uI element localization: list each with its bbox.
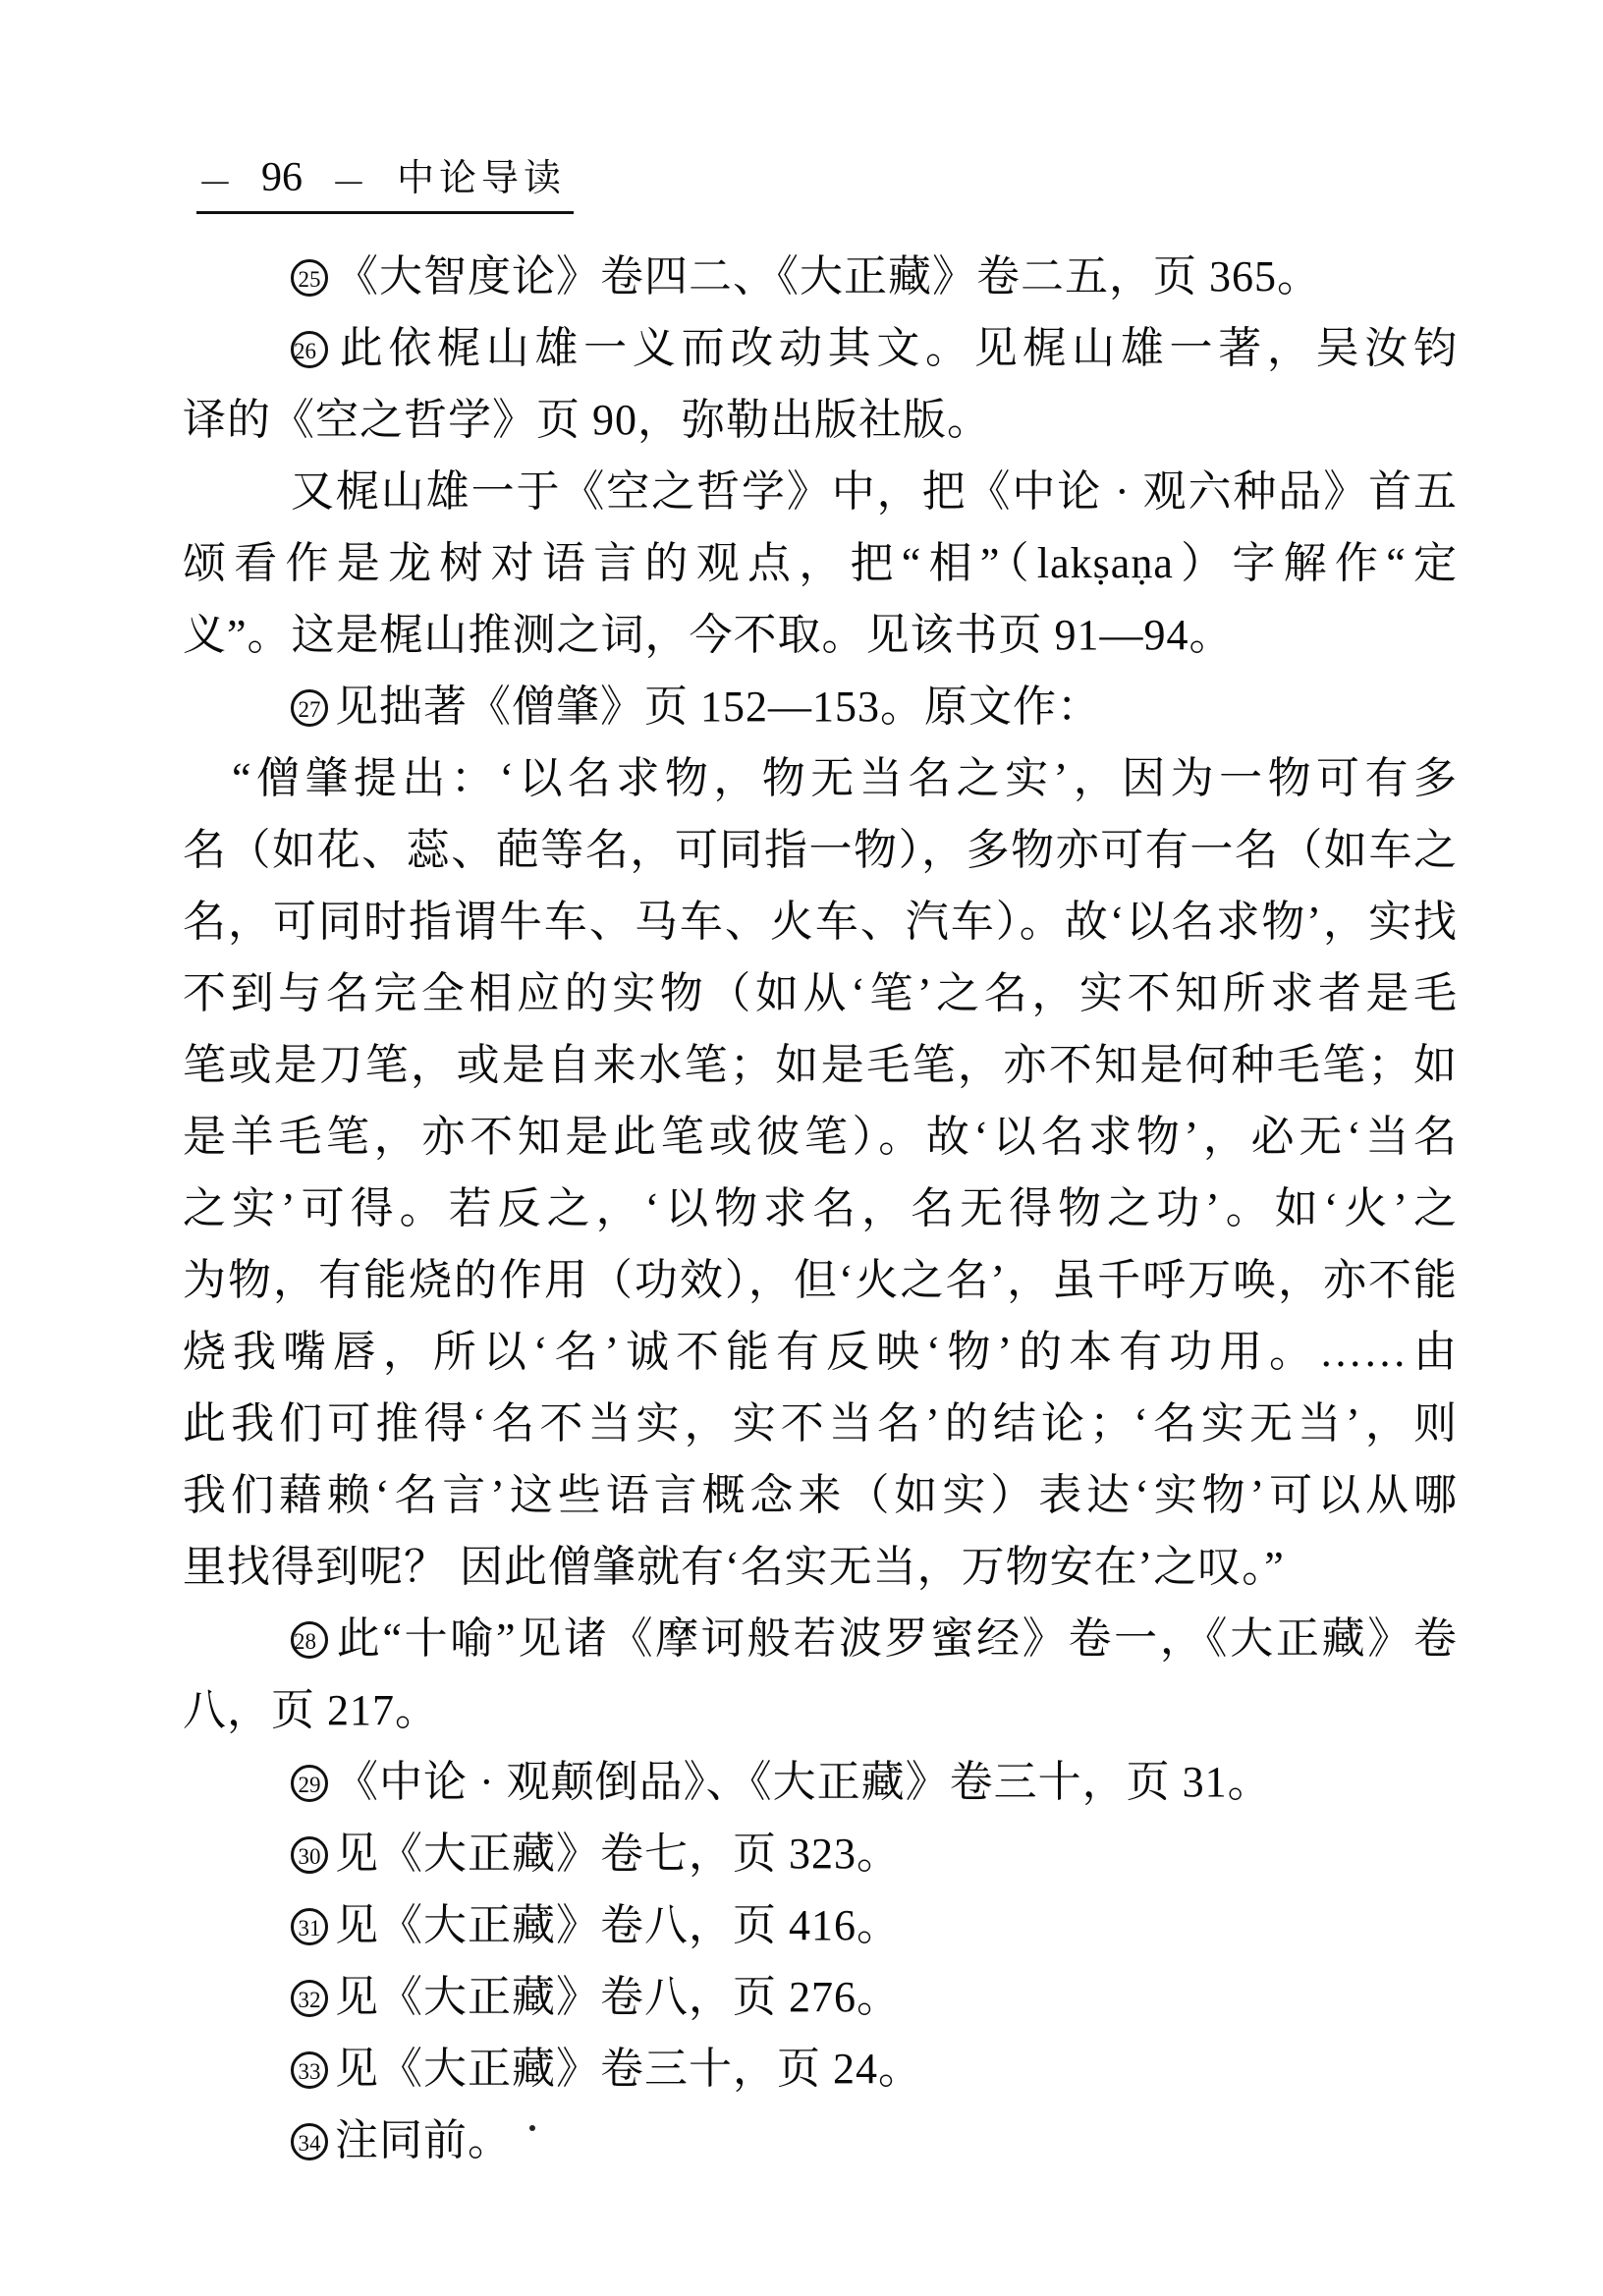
text-line bbox=[183, 1889, 1460, 1961]
text-line bbox=[183, 1388, 1458, 1459]
text-line bbox=[183, 742, 1458, 814]
text-line bbox=[183, 1674, 1460, 1746]
footnote-number-icon: 29 bbox=[291, 1765, 328, 1802]
line-text: 《大智度论》卷四二、《大正藏》卷二五，页 365。 bbox=[335, 252, 1321, 301]
line-text: 见《大正藏》卷三十，页 24。 bbox=[335, 2045, 922, 2093]
footnote-number-icon: 26 bbox=[291, 331, 328, 368]
text-block bbox=[183, 241, 1460, 2176]
footnote-number-icon: 28 bbox=[291, 1621, 328, 1659]
header-page-number: 96 bbox=[261, 155, 303, 200]
line-text: 见《大正藏》卷八，页 276。 bbox=[335, 1973, 901, 2021]
line-text: 此我们可推得‘名不当实，实不当名’的结论；‘名实无当’，则 bbox=[183, 1399, 1458, 1448]
text-line bbox=[183, 2105, 1460, 2176]
text-line bbox=[183, 2033, 1460, 2105]
text-line bbox=[183, 1961, 1460, 2033]
line-text: 里找得到呢？ 因此僧肇就有‘名实无当，万物安在’之叹。” bbox=[183, 1543, 1285, 1591]
text-line bbox=[183, 1746, 1460, 1818]
text-line bbox=[183, 1531, 1460, 1603]
text-line bbox=[183, 1459, 1458, 1531]
line-text: 名（如花、蕊、葩等名，可同指一物），多物亦可有一名（如车之 bbox=[183, 826, 1458, 874]
text-line bbox=[183, 1316, 1458, 1388]
line-text: 此依梶山雄一义而改动其文。见梶山雄一著，吴汝钧 bbox=[335, 324, 1458, 372]
line-text: 《中论 · 观颠倒品》、《大正藏》卷三十，页 31。 bbox=[335, 1758, 1272, 1806]
line-text: 我们藉赖‘名言’这些语言概念来（如实）表达‘实物’可以从哪 bbox=[183, 1471, 1458, 1519]
line-text: 之实’可得。若反之，‘以物求名，名无得物之功’。如‘火’之 bbox=[183, 1184, 1458, 1232]
line-text: 又梶山雄一于《空之哲学》中，把《中论 · 观六种品》首五 bbox=[291, 467, 1458, 516]
text-line bbox=[183, 384, 1460, 456]
line-text: 见《大正藏》卷七，页 323。 bbox=[335, 1830, 901, 1878]
footnote-number-icon: 31 bbox=[291, 1908, 328, 1945]
footnote-number-icon: 32 bbox=[291, 1980, 328, 2017]
running-head bbox=[196, 147, 574, 214]
text-line bbox=[183, 671, 1460, 742]
text-line bbox=[183, 957, 1458, 1029]
text-line bbox=[183, 1029, 1458, 1101]
line-text: “僧肇提出：‘以名求物，物无当名之实’，因为一物可有多 bbox=[232, 754, 1458, 802]
text-line bbox=[183, 1818, 1460, 1889]
footnote-number-icon: 27 bbox=[291, 689, 328, 727]
text-line bbox=[183, 886, 1458, 957]
line-text: 见拙著《僧肇》页 152—153。原文作： bbox=[335, 683, 1101, 731]
header-dash-left: — bbox=[201, 162, 229, 198]
text-line bbox=[183, 1101, 1458, 1173]
line-text: 不到与名完全相应的实物（如从‘笔’之名，实不知所求者是毛 bbox=[183, 969, 1458, 1017]
text-line bbox=[183, 1173, 1458, 1244]
line-text: 注同前。 bbox=[335, 2116, 512, 2164]
line-text: 此“十喻”见诸《摩诃般若波罗蜜经》卷一，《大正藏》卷 bbox=[335, 1614, 1458, 1663]
line-text: 八，页 217。 bbox=[183, 1686, 439, 1734]
text-line bbox=[183, 241, 1460, 312]
footnote-number-icon: 34 bbox=[291, 2123, 328, 2160]
line-text: 译的《空之哲学》页 90，弥勒出版社版。 bbox=[183, 396, 991, 444]
text-line bbox=[183, 456, 1458, 527]
line-text: 是羊毛笔，亦不知是此笔或彼笔）。故‘以名求物’，必无‘当名 bbox=[183, 1113, 1458, 1161]
line-text: 颂看作是龙树对语言的观点，把“相”（lakṣaṇa）字解作“定 bbox=[183, 539, 1458, 587]
line-text: 见《大正藏》卷八，页 416。 bbox=[335, 1901, 901, 1949]
footnote-number-icon: 30 bbox=[291, 1836, 328, 1874]
line-text: 名，可同时指谓牛车、马车、火车、汽车）。故‘以名求物’，实找 bbox=[183, 898, 1458, 946]
text-line bbox=[183, 1244, 1458, 1316]
ink-speck bbox=[529, 2125, 535, 2131]
line-text: 烧我嘴唇，所以‘名’诚不能有反映‘物’的本有功用。……由 bbox=[183, 1328, 1458, 1376]
footnote-number-icon: 25 bbox=[291, 259, 328, 297]
header-book-title: 中论导读 bbox=[397, 158, 567, 199]
text-line bbox=[183, 1603, 1458, 1674]
header-dash-right: — bbox=[335, 162, 362, 198]
text-line bbox=[183, 527, 1458, 599]
line-text: 笔或是刀笔，或是自来水笔；如是毛笔，亦不知是何种毛笔；如 bbox=[183, 1041, 1458, 1089]
footnote-number-icon: 33 bbox=[291, 2051, 328, 2089]
text-line bbox=[183, 599, 1460, 671]
line-text: 义”。这是梶山推测之词，今不取。见该书页 91—94。 bbox=[183, 611, 1234, 659]
line-text: 为物，有能烧的作用（功效），但‘火之名’，虽千呼万唤，亦不能 bbox=[183, 1256, 1458, 1304]
text-line bbox=[183, 312, 1458, 384]
text-line bbox=[183, 814, 1458, 886]
